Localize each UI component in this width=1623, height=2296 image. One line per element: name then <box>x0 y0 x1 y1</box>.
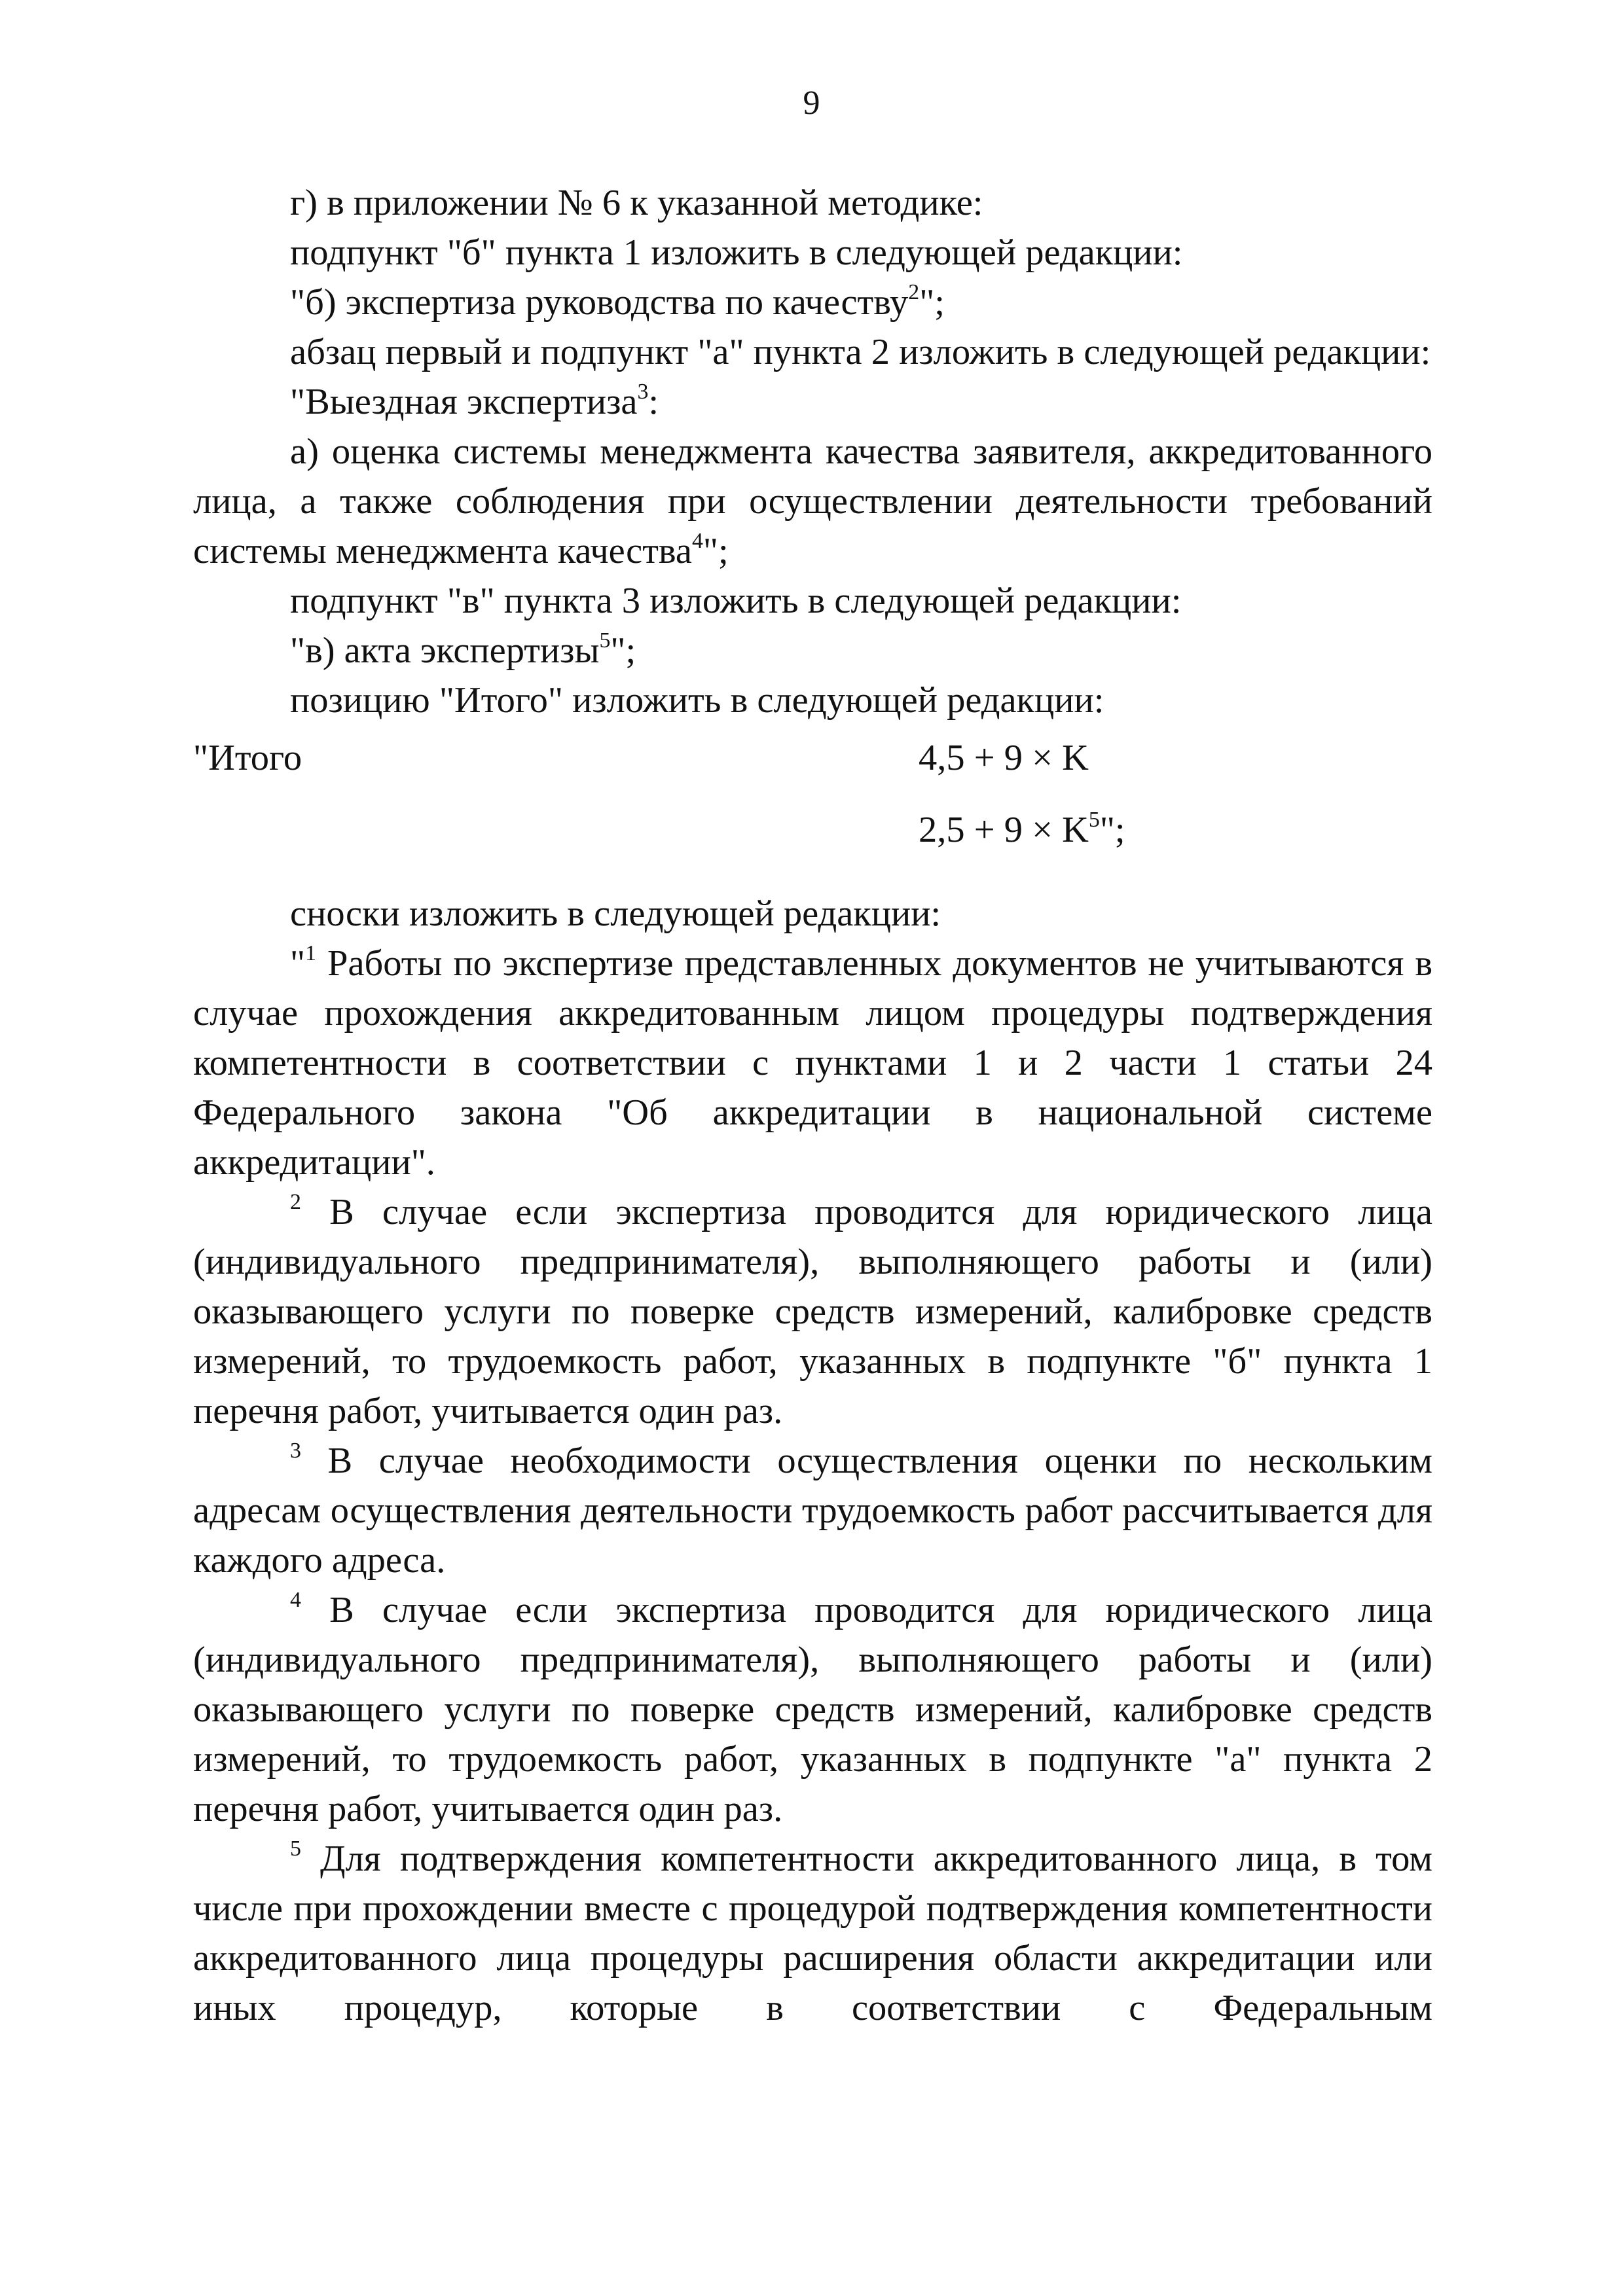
footnote-text: Для подтверждения компетентности аккредитованного лица, в том числе при прохождении вместе с процедурой подтверждения компетентности аккредитованного лица процедуры расширения области аккредитации или иных процедур, которые в соответствии с Федеральным <box>193 1839 1432 2028</box>
footnote-number: 1 <box>305 941 317 965</box>
paragraph-footnotes-intro: сноски изложить в следующей редакции: <box>290 893 941 934</box>
paragraph-subpoint-v: подпункт "в" пункта 3 изложить в следующей редакции: <box>290 581 1182 621</box>
paragraph-g: г) в приложении № 6 к указанной методике: <box>290 183 983 223</box>
itogo-formula-2 <box>919 805 1125 855</box>
document-body <box>193 178 1432 2033</box>
paragraph-end: : <box>648 382 659 422</box>
paragraph-text: а) оценка системы менеджмента качества заявителя, аккредитованного лица, а также соблюдения при осуществлении деятельности требований системы менеджмента качества <box>193 431 1432 571</box>
footnote-3 <box>193 1436 1432 1585</box>
paragraph-quality-manual <box>193 278 1432 327</box>
formula-text: 2,5 + 9 × K <box>919 810 1089 850</box>
footnote-5 <box>193 1834 1432 2033</box>
formula-end: "; <box>1099 810 1125 850</box>
paragraph-text: "б) экспертиза руководства по качеству <box>290 282 909 323</box>
paragraph-field-expertise <box>193 377 1432 427</box>
footnote-2 <box>193 1187 1432 1436</box>
footnote-1 <box>193 939 1432 1187</box>
paragraph-text: "в) акта экспертизы <box>290 630 600 671</box>
footnote-ref: 5 <box>599 628 611 653</box>
paragraph-act <box>193 626 1432 675</box>
paragraph-subpoint-b: подпункт "б" пункта 1 изложить в следующей редакции: <box>290 232 1183 273</box>
page-number: 9 <box>803 84 820 122</box>
footnote-number: 4 <box>290 1587 301 1612</box>
paragraph-end: "; <box>702 531 729 571</box>
paragraph-assessment <box>193 427 1432 576</box>
footnote-text: В случае если экспертиза проводится для юридического лица (индивидуального предпринимателя), выполняющего работы и (или) оказывающего услуги по поверке средств измерений, калибровке средств измерений, то трудоемкость работ, указанных в подпункте "б" пункта 1 перечня работ, учитывается один раз. <box>193 1192 1432 1431</box>
footnote-ref: 2 <box>908 279 920 304</box>
footnote-ref: 3 <box>637 379 649 404</box>
itogo-label: "Итого <box>193 738 302 778</box>
footnote-number: 3 <box>290 1438 301 1463</box>
paragraph-text: "Выездная экспертиза <box>290 382 638 422</box>
footnote-text: В случае необходимости осуществления оценки по нескольким адресам осуществления деятельности трудоемкость работ рассчитывается для каждого адреса. <box>193 1441 1432 1581</box>
paragraph-end: "; <box>919 282 945 323</box>
footnote-4 <box>193 1585 1432 1834</box>
paragraph-end: "; <box>610 630 636 671</box>
footnote-number: 2 <box>290 1189 301 1214</box>
footnote-ref: 5 <box>1088 807 1100 832</box>
quote-mark: " <box>290 943 306 984</box>
paragraph-abzac: абзац первый и подпункт "а" пункта 2 изложить в следующей редакции: <box>290 332 1431 372</box>
itogo-row <box>193 725 1432 797</box>
footnote-text: В случае если экспертиза проводится для юридического лица (индивидуального предпринимателя), выполняющего работы и (или) оказывающего услуги по поверке средств измерений, калибровке средств измерений, то трудоемкость работ, указанных в подпункте "а" пункта 2 перечня работ, учитывается один раз. <box>193 1590 1432 1829</box>
itogo-formula-1: 4,5 + 9 × K <box>919 738 1089 778</box>
paragraph-itogo-position: позицию "Итого" изложить в следующей редакции: <box>290 680 1104 721</box>
itogo-row-2 <box>193 797 1432 889</box>
footnote-ref: 4 <box>691 528 703 553</box>
footnote-text: Работы по экспертизе представленных документов не учитываются в случае прохождения аккредитованным лицом процедуры подтверждения компетентности в соответствии с пунктами 1 и 2 части 1 статьи 24 Федерального закона "Об аккредитации в национальной системе аккредитации". <box>193 943 1432 1183</box>
footnote-number: 5 <box>290 1836 301 1861</box>
